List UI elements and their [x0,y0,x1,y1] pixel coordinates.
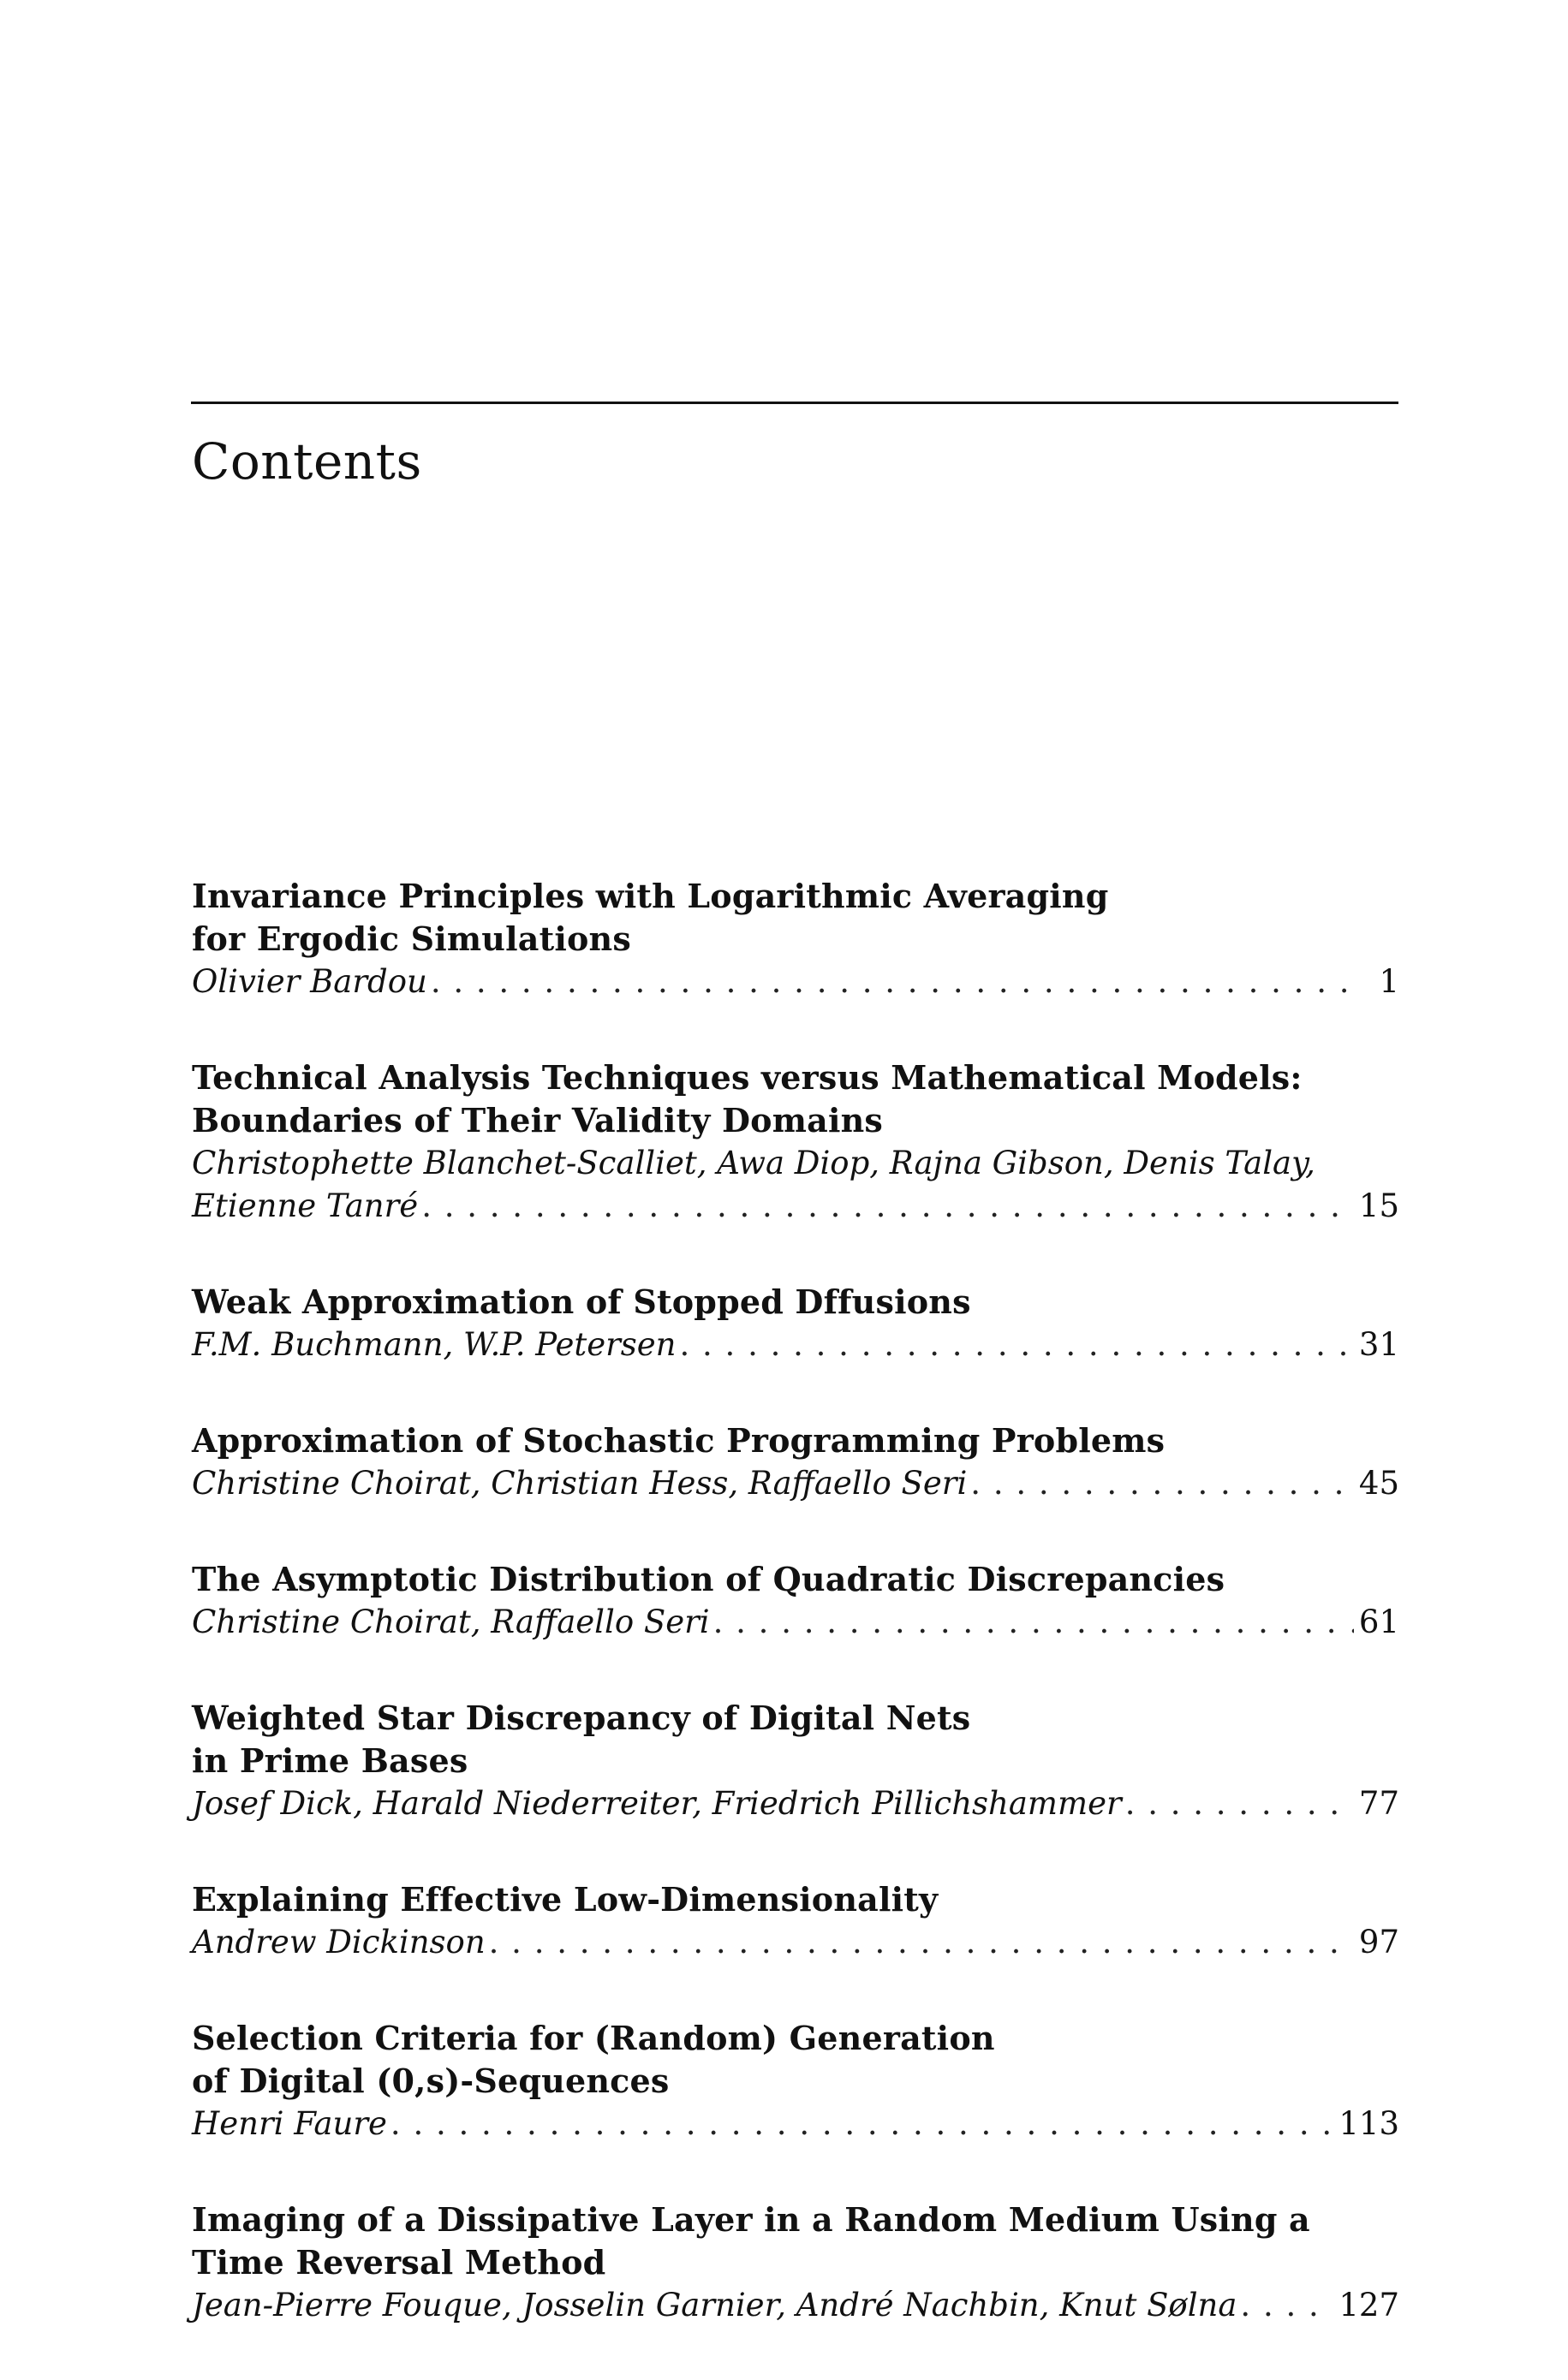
toc-entry-title: Weighted Star Discrepancy of Digital Nets [192,1699,971,1737]
toc-entry-page-number[interactable]: 31 [1358,1326,1399,1363]
toc-entry-page-number[interactable]: 45 [1358,1465,1399,1502]
toc-entry-author-line [192,1921,1399,1964]
toc-entry[interactable] [192,2017,1399,2145]
toc-entry-authors: Christine Choirat, Raffaello Seri [192,1604,710,1640]
heading-rule [191,402,1398,404]
dot-leader [431,961,1360,1003]
toc-entry[interactable] [192,1558,1399,1644]
toc-entry-author-line [192,2103,1399,2145]
toc-entry[interactable] [192,1281,1399,1366]
toc-entry-title: Boundaries of Their Validity Domains [192,1101,883,1139]
toc-entry[interactable] [192,875,1399,1003]
toc-entry-title: Time Reversal Method [192,2243,606,2282]
dot-leader [680,1324,1354,1366]
toc-entry-title: Selection Criteria for (Random) Generation [192,2019,995,2057]
toc-entry-page-number[interactable]: 61 [1358,1604,1399,1640]
toc-entry-page-number[interactable]: 15 [1358,1187,1399,1224]
toc-entry-title: Invariance Principles with Logarithmic Averaging [192,877,1109,915]
toc-entry-page-number[interactable]: 97 [1358,1924,1399,1961]
toc-entry-author-line [192,1462,1399,1505]
toc-entry-author-line [192,1324,1399,1366]
toc-entry-author-line [192,1601,1399,1644]
table-of-contents [192,875,1399,2380]
toc-entry-authors: F.M. Buchmann, W.P. Petersen [192,1326,677,1363]
toc-entry-authors: Josef Dick, Harald Niederreiter, Friedrich Pillichshammer [192,1785,1122,1822]
toc-entry-authors: Henri Faure [192,2105,387,2142]
page-title: Contents [192,432,422,491]
dot-leader [421,1185,1354,1228]
toc-entry-author-line [192,2284,1399,2327]
toc-entry-author-line [192,1185,1399,1228]
toc-entry-page-number[interactable]: 113 [1338,2105,1399,2142]
toc-entry-title: The Asymptotic Distribution of Quadratic Discrepancies [192,1560,1225,1598]
toc-entry-authors: Olivier Bardou [192,963,427,1000]
toc-entry-authors: Etienne Tanré [192,1187,419,1224]
toc-entry-title: Explaining Effective Low-Dimensionality [192,1880,939,1919]
toc-entry-title: in Prime Bases [192,1741,468,1780]
toc-entry-title: Approximation of Stochastic Programming Problems [192,1421,1166,1460]
dot-leader [713,1601,1354,1644]
toc-entry-page-number[interactable]: 127 [1338,2287,1399,2323]
toc-entry-page-number[interactable]: 77 [1358,1785,1399,1822]
dot-leader [1240,2284,1333,2327]
toc-entry-authors: Andrew Dickinson [192,1924,486,1961]
toc-entry-author-line [192,961,1399,1003]
toc-entry-title: Technical Analysis Techniques versus Mathematical Models: [192,1058,1303,1097]
toc-entry-authors: Jean-Pierre Fouque, Josselin Garnier, André Nachbin, Knut Sølna [192,2287,1237,2323]
dot-leader [489,1921,1354,1964]
toc-entry[interactable] [192,1056,1399,1228]
toc-entry-page-number[interactable]: 1 [1379,963,1399,1000]
toc-entry-title: Weak Approximation of Stopped Dffusions [192,1282,971,1321]
toc-entry[interactable] [192,1697,1399,1825]
toc-entry-title: of Digital (0,s)-Sequences [192,2062,670,2100]
toc-entry-title: Imaging of a Dissipative Layer in a Random Medium Using a [192,2200,1310,2239]
toc-entry[interactable] [192,2199,1399,2327]
dot-leader [1125,1782,1354,1825]
toc-entry-authors: Christine Choirat, Christian Hess, Raffaello Seri [192,1465,968,1502]
dot-leader [970,1462,1354,1505]
dot-leader [391,2103,1333,2145]
toc-entry-authors: Christophette Blanchet-Scalliet, Awa Diop, Rajna Gibson, Denis Talay, [192,1145,1315,1181]
toc-entry-author-line [192,1782,1399,1825]
toc-entry-title: for Ergodic Simulations [192,919,631,958]
toc-entry[interactable] [192,1878,1399,1964]
toc-entry[interactable] [192,1419,1399,1505]
